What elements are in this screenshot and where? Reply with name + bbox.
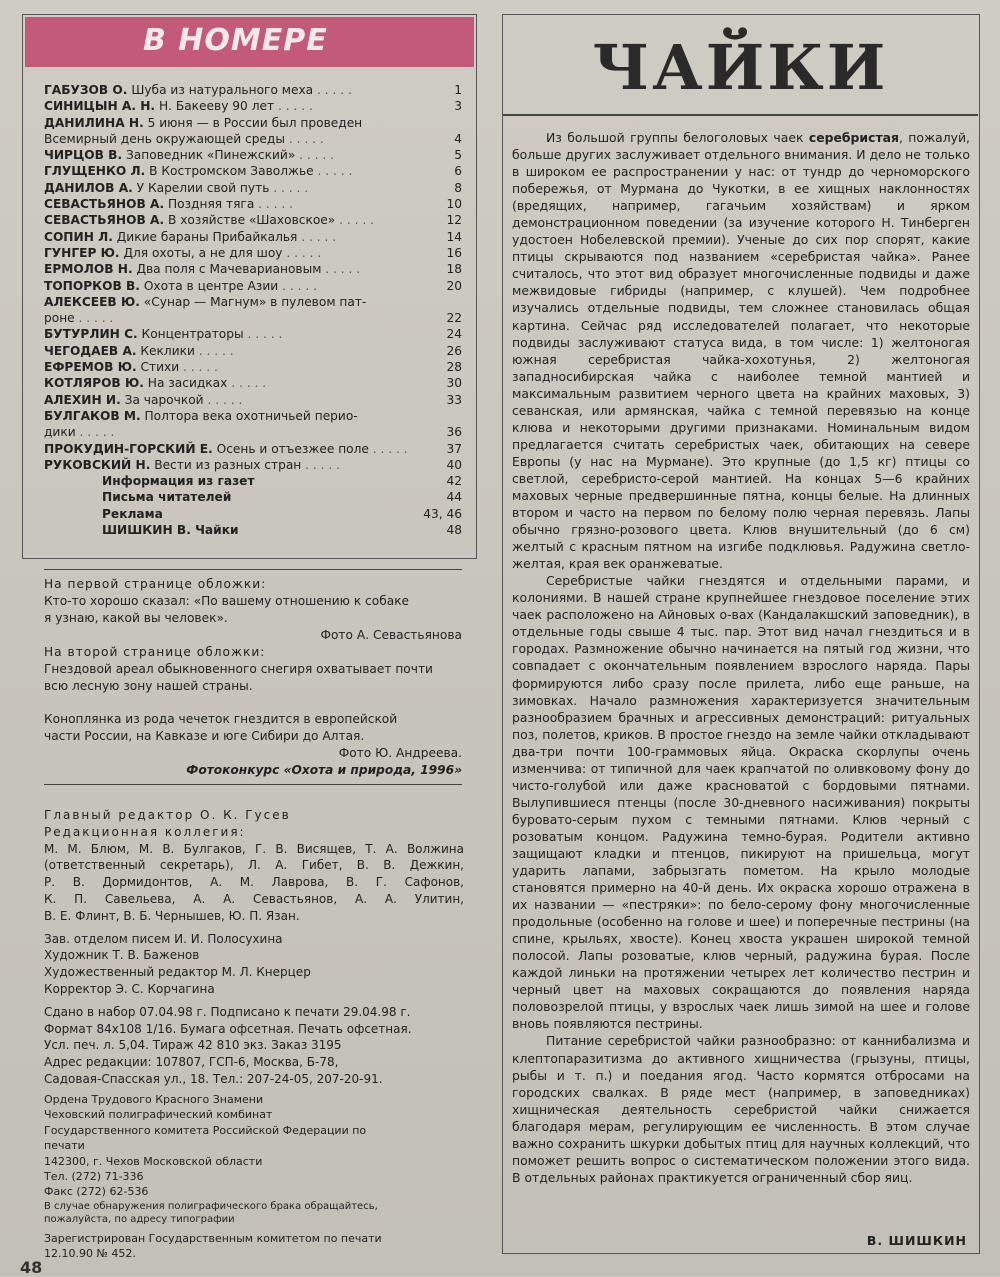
toc-title: Вести из разных стран [154, 457, 302, 472]
toc-page: 14 [446, 229, 462, 244]
toc-author: ЕФРЕМОВ Ю. [44, 360, 137, 375]
toc-item [44, 163, 462, 179]
toc-title: Осень и отъезжее поле [216, 441, 369, 456]
staff-line: Зав. отделом писем И. И. Полосухина [44, 931, 283, 946]
toc-page: 37 [446, 441, 462, 456]
species-name: серебристая [808, 130, 899, 145]
staff-line: Художник Т. В. Баженов [44, 948, 200, 963]
board-line: К. П. Савельева, А. А. Севастьянов, А. А. Улитин, [44, 891, 464, 906]
toc-page: 8 [454, 180, 462, 195]
cover-third-text: части России, на Кавказе и юге Сибири до Алтая. [44, 729, 365, 743]
left-column [22, 14, 477, 1264]
toc-title: В Костромском Заволжье [149, 164, 314, 179]
cover-first-text: Кто-то хорошо сказал: «По вашему отношению к собаке [44, 594, 410, 608]
toc-item [44, 310, 462, 326]
toc-item [44, 180, 462, 196]
toc-item [44, 457, 462, 473]
printer-line: Чеховский полиграфический комбинат [44, 1108, 273, 1122]
toc-page: 5 [454, 148, 462, 163]
toc-author: ЧИРЦОВ В. [44, 148, 123, 163]
toc-item [44, 115, 462, 131]
toc-leader: . . . . . [274, 99, 313, 114]
cover-third-text: Коноплянка из рода чечеток гнездится в европейской [44, 712, 398, 726]
text-run: , пожалуй, больше других заслуживает отдельного внимания. И дело не только в широком ее распространении у нас: от тундр до черноморского побережья, от Мурмана до Чукотки, в ее хищных наклонностях (вредящих, например, гагачьим хозяйствам) и ярком демонстрационном поведении (за изучение которого Н. Тинберген удостоен Нобелевской премии). Ученые до сих пор спорят, какие птицы скрываются под названием «серебристая чайка». Ранее считалось, что этот вид образует многочисленные подвиды и даже межвидовые гибриды (например, с клушей). Чем подробнее изучались отдельные подвиды, тем сложнее становилась общая картина. Сейчас ряд исследователей полагает, что некоторые подвиды заслуживают статуса вида, в том числе: 1) желтоногая южная серебристая чайка-хохотунья, 2) желтоногая западносибирская чайка с наиболее темной мантией и максимальным развитием черного цвета на крайних маховых, 3) севанская, или армянская, чайка с темной перевязью на конце клюва и некоторыми другими признаками. Номинальным видом предлагается считать серебристых чаек, обитающих на севере Европы (у нас на Мурмане). Это крупные (до 1,5 кг) птицы со светлой, серебристо-серой мантией. На концах 5—6 крайних маховых черные предвершинные пятна, концы белые. На длинных втором и часто на первом по белому полю черная перевязь. Лапы обычно грязно-розового цвета. Клюв внушительный (до 6 см) желтый с красным пятном на изгибе подклювья. Радужина светло-желтая, края век оранжеватые. [512, 130, 970, 572]
cover-second-text: Гнездовой ареал обыкновенного снегиря охватывает почти [44, 662, 433, 676]
toc-page: 20 [446, 278, 462, 293]
toc-leader: . . . . . [321, 262, 361, 277]
staff-line: Корректор Э. С. Корчагина [44, 981, 215, 996]
toc-item [44, 98, 462, 114]
cover-second-text: всю лесную зону нашей страны. [44, 679, 253, 693]
toc-page: 18 [446, 262, 462, 277]
toc-title: Стихи [140, 360, 180, 375]
toc-leader: . . . . . [301, 457, 341, 472]
printer-line: 142300, г. Чехов Московской области [44, 1154, 263, 1168]
registration: Зарегистрирован Государственным комитетом по печати [44, 1231, 382, 1245]
toc-page: 43, 46 [423, 506, 462, 521]
toc-author: ГУНГЕР Ю. [44, 245, 120, 260]
toc-page: 28 [446, 360, 462, 375]
toc-item [44, 392, 462, 408]
cover-second-heading: На второй странице обложки: [44, 645, 266, 659]
toc-item [44, 359, 462, 375]
toc-item [44, 375, 462, 391]
photo-contest: Фотоконкурс «Охота и природа, 1996» [186, 763, 462, 777]
toc-title: За чарочкой [124, 392, 204, 407]
tech-line: Адрес редакции: 107807, ГСП-6, Москва, Б-78, [44, 1055, 339, 1070]
article-title: ЧАЙКИ [592, 31, 889, 104]
toc-list [44, 82, 462, 538]
toc-page: 33 [446, 392, 462, 407]
toc-extra [44, 522, 462, 538]
cover-captions [44, 576, 462, 779]
board-line: (ответственный секретарь), Л. А. Гибет, В. В. Дежкин, [44, 858, 464, 873]
toc-item [44, 147, 462, 163]
toc-title: Дикие бараны Прибайкалья [116, 229, 298, 244]
toc-page: 22 [446, 311, 462, 326]
toc-leader: . . . . . [179, 360, 218, 375]
editorial-info [44, 807, 464, 1088]
toc-extra [44, 506, 462, 522]
toc-author: ГЛУЩЕНКО Л. [44, 164, 146, 179]
defect-note: В случае обнаружения полиграфического брака обращайтесь, [44, 1200, 378, 1212]
toc-title: Два поля с Мачевариановым [136, 262, 322, 277]
toc-leader: . . . . . [295, 148, 335, 163]
printer-info [44, 1092, 464, 1262]
cover-first-credit: Фото А. Севастьянова [320, 628, 462, 642]
toc-extra [44, 473, 462, 489]
article-paragraph [512, 129, 970, 572]
toc-leader: . . . . . [284, 131, 324, 146]
toc-extra-label: Письма читателей [102, 490, 232, 505]
staff-line: Художественный редактор М. Л. Кнерцер [44, 965, 311, 980]
toc-item [44, 441, 462, 457]
registration: 12.10.90 № 452. [44, 1247, 136, 1261]
cover-third-credit: Фото Ю. Андреева. [338, 746, 462, 760]
text-run: Из большой группы белоголовых чаек [546, 130, 809, 145]
title-divider [503, 114, 978, 116]
board-heading: Редакционная коллегия: [44, 824, 246, 839]
toc-item [44, 343, 462, 359]
toc-author: ТОПОРКОВ В. [44, 278, 140, 293]
toc-author: ЧЕГОДАЕВ А. [44, 343, 137, 358]
article-signature: В. ШИШКИН [866, 1233, 967, 1248]
toc-page: 36 [446, 425, 462, 440]
cover-first-text: я узнаю, какой вы человек». [44, 611, 228, 625]
toc-page: 1 [454, 83, 462, 97]
toc-item [44, 245, 462, 261]
cover-first-heading: На первой странице обложки: [44, 577, 267, 591]
toc-item [44, 424, 462, 440]
toc-leader: . . . . . [75, 425, 115, 440]
toc-title: роне [44, 311, 75, 326]
toc-leader: . . . . . [368, 441, 408, 456]
toc-page: 3 [454, 99, 462, 114]
article-paragraph: Питание серебристой чайки разнообразно: от каннибализма и клептопаразитизма до активного хищничества (грызуны, птицы, рыбы и т. п.) и поедания ягод. Часто кормятся отбросами на городских свалках. В ряде мест (например, в заповедниках) хищническая деятельность серебристой чайки снижается благодаря мерам, регулирующим ее численность. В этом случае важно сохранить шкурки добытых птиц для научных коллекций, что поможет решить вопрос о систематическом положении этого вида. В отдельных районах практикуется ограниченный сбор яиц. [512, 1033, 970, 1185]
tech-line: Формат 84x108 1/16. Бумага офсетная. Печать офсетная. [44, 1021, 412, 1036]
toc-item [44, 261, 462, 277]
toc-item [44, 408, 462, 424]
defect-note: пожалуйста, по адресу типографии [44, 1214, 235, 1226]
page-number: 48 [20, 1258, 43, 1277]
tech-line: Усл. печ. л. 5,04. Тираж 42 810 экз. Заказ 3195 [44, 1038, 342, 1053]
toc-item [44, 131, 462, 147]
toc-item [44, 229, 462, 245]
toc-leader: . . . . . [297, 229, 337, 244]
toc-leader: . . . . . [313, 83, 352, 97]
toc-author: СОПИН Л. [44, 229, 113, 244]
toc-title: Кеклики [140, 343, 195, 358]
toc-page: 4 [454, 131, 462, 146]
toc-item [44, 82, 462, 98]
toc-page: 48 [446, 523, 462, 538]
toc-extra-label: Информация из газет [102, 474, 255, 489]
toc-extra-label: ШИШКИН В. Чайки [102, 523, 239, 538]
toc-leader: . . . . . [278, 278, 317, 293]
toc-author: ГАБУЗОВ О. [44, 83, 128, 97]
printer-line: Ордена Трудового Красного Знамени [44, 1093, 264, 1106]
toc-page: 30 [446, 376, 462, 391]
toc-author: ПРОКУДИН-ГОРСКИЙ Е. [44, 441, 213, 456]
toc-author: ДАНИЛИНА Н. [44, 115, 144, 130]
toc-leader: . . . . . [243, 327, 283, 342]
toc-leader: . . . . . [254, 197, 294, 212]
toc-title: Заповедник «Пинежский» [125, 148, 296, 163]
printer-line: Тел. (272) 71-336 [44, 1170, 144, 1184]
toc-extra-label: Реклама [102, 506, 163, 521]
toc-title: Охота в центре Азии [143, 278, 279, 293]
printer-line: печати [44, 1139, 85, 1153]
toc-leader: . . . . . [335, 213, 374, 228]
toc-page: 12 [446, 213, 462, 228]
article-body [512, 129, 970, 1186]
board-line: Р. В. Дормидонтов, А. М. Лаврова, В. Г. Сафонов, [44, 875, 464, 890]
toc-item [44, 294, 462, 310]
toc-banner-title: В НОМЕРЕ [143, 23, 328, 58]
divider [44, 569, 462, 570]
toc-leader: . . . . . [194, 343, 234, 358]
article-paragraph: Серебристые чайки гнездятся и отдельными парами, и колониями. В нашей стране крупнейшее гнездовое поселение этих чаек расположено на Айновых о-вах (Кандалакшский заповедник), в отдельные годы свыше 4 тыс. пар. Этот вид начал гнездиться и в городах. Размножение обычно начинается на пятый год жизни, что совпадает с окончательным появлением взрослого наряда. Пары формируются либо сразу после прилета, либо еще раньше, на зимовках. Начало размножения характеризуется значительным разнообразием брачных и агрессивных демонстраций: ритуальных поз, полетов, криков. В простое гнездо на земле чайки откладывают два-три почти 100-граммовых яйца. Окраска скорлупы очень изменчива: от типичной для чаек крапчатой по оливковому фону до чисто-голубой или даже красноватой с бордовыми пятнами. Вылупившиеся птенцы (после 30-дневного насиживания) покрыты буровато-серым пухом с темными пятнами. Клюв черный с розоватым концом. Радужина темно-бурая. Родители активно защищают кладки и птенцов, пикируют на пришельца, могут ударить лапами, забрызгать пометом. На крыло молодые становятся примерно на 40-й день. Их окраска хорошо отражена в их названии — «пестряки»: по бело-серому фону многочисленные продольные (особенно на голове и шее) и поперечные пестрины (на спине, крыльях, хвосте). Конец хвоста украшен широкой темной полосой. Лапы розоватые, клюв черный, радужина бурая. После каждой линьки на протяжении четырех лет количество пестрин и черный цвет на маховых сокращаются до появления наряда половозрелой птицы, у взрослых чаек лишь зимой на шее и голове вновь появляются пестрины. [512, 573, 970, 1032]
toc-author: СЕВАСТЬЯНОВ А. [44, 197, 165, 212]
toc-title: Шуба из натурального меха [131, 83, 314, 97]
toc-title: Концентраторы [141, 327, 244, 342]
toc-author: КОТЛЯРОВ Ю. [44, 376, 144, 391]
toc-item [44, 326, 462, 342]
tech-line: Сдано в набор 07.04.98 г. Подписано к печати 29.04.98 г. [44, 1004, 411, 1019]
toc-author: БУЛГАКОВ М. [44, 408, 141, 423]
toc-page: 40 [446, 457, 462, 472]
article-box [502, 14, 980, 1254]
toc-page: 44 [446, 490, 462, 505]
toc-item [44, 196, 462, 212]
toc-leader: . . . . . [282, 245, 322, 260]
toc-page: 42 [446, 474, 462, 489]
toc-leader: . . . . . [74, 311, 114, 326]
printer-line: Факс (272) 62-536 [44, 1185, 149, 1199]
tech-line: Садовая-Спасская ул., 18. Тел.: 207-24-05, 207-20-91. [44, 1071, 383, 1086]
toc-author: АЛЕХИН И. [44, 392, 121, 407]
toc-title: 5 июня — в России был проведен [147, 115, 363, 130]
toc-title: «Сунар — Магнум» в пулевом пат- [143, 294, 367, 309]
toc-extra [44, 489, 462, 505]
toc-leader: . . . . . [227, 376, 267, 391]
toc-item [44, 212, 462, 228]
toc-page: 6 [454, 164, 462, 179]
board-line: М. М. Блюм, М. В. Булгаков, Г. В. Висящев, Т. А. Волжина [44, 841, 464, 856]
toc-title: дики [44, 425, 76, 440]
toc-banner [25, 17, 474, 67]
toc-leader: . . . . . [203, 392, 243, 407]
toc-title: Полтора века охотничьей перио- [144, 408, 358, 423]
toc-author: БУТУРЛИН С. [44, 327, 138, 342]
toc-author: РУКОВСКИЙ Н. [44, 457, 151, 472]
toc-item [44, 278, 462, 294]
toc-title: На засидках [147, 376, 228, 391]
toc-author: СИНИЦЫН А. Н. [44, 99, 156, 114]
toc-leader: . . . . . [269, 180, 309, 195]
toc-title: Для охоты, а не для шоу [123, 245, 283, 260]
toc-author: ДАНИЛОВ А. [44, 180, 133, 195]
toc-title: В хозяйстве «Шаховское» [167, 213, 336, 228]
toc-title: У Карелии свой путь [136, 180, 270, 195]
toc-author: АЛЕКСЕЕВ Ю. [44, 294, 140, 309]
toc-title: Поздняя тяга [167, 197, 255, 212]
divider [44, 784, 462, 785]
toc-page: 26 [446, 343, 462, 358]
chief-editor: Главный редактор О. К. Гусев [44, 808, 291, 822]
toc-page: 24 [446, 327, 462, 342]
toc-title: Всемирный день окружающей среды [44, 131, 285, 146]
toc-author: СЕВАСТЬЯНОВ А. [44, 213, 165, 228]
toc-page: 10 [446, 197, 462, 212]
toc-author: ЕРМОЛОВ Н. [44, 262, 133, 277]
printer-line: Государственного комитета Российской Федерации по [44, 1123, 367, 1137]
toc-page: 16 [446, 245, 462, 260]
toc-leader: . . . . . [313, 164, 353, 179]
board-line: В. Е. Флинт, В. Б. Чернышев, Ю. П. Язан. [44, 908, 300, 923]
toc-title: Н. Бакееву 90 лет [158, 99, 275, 114]
